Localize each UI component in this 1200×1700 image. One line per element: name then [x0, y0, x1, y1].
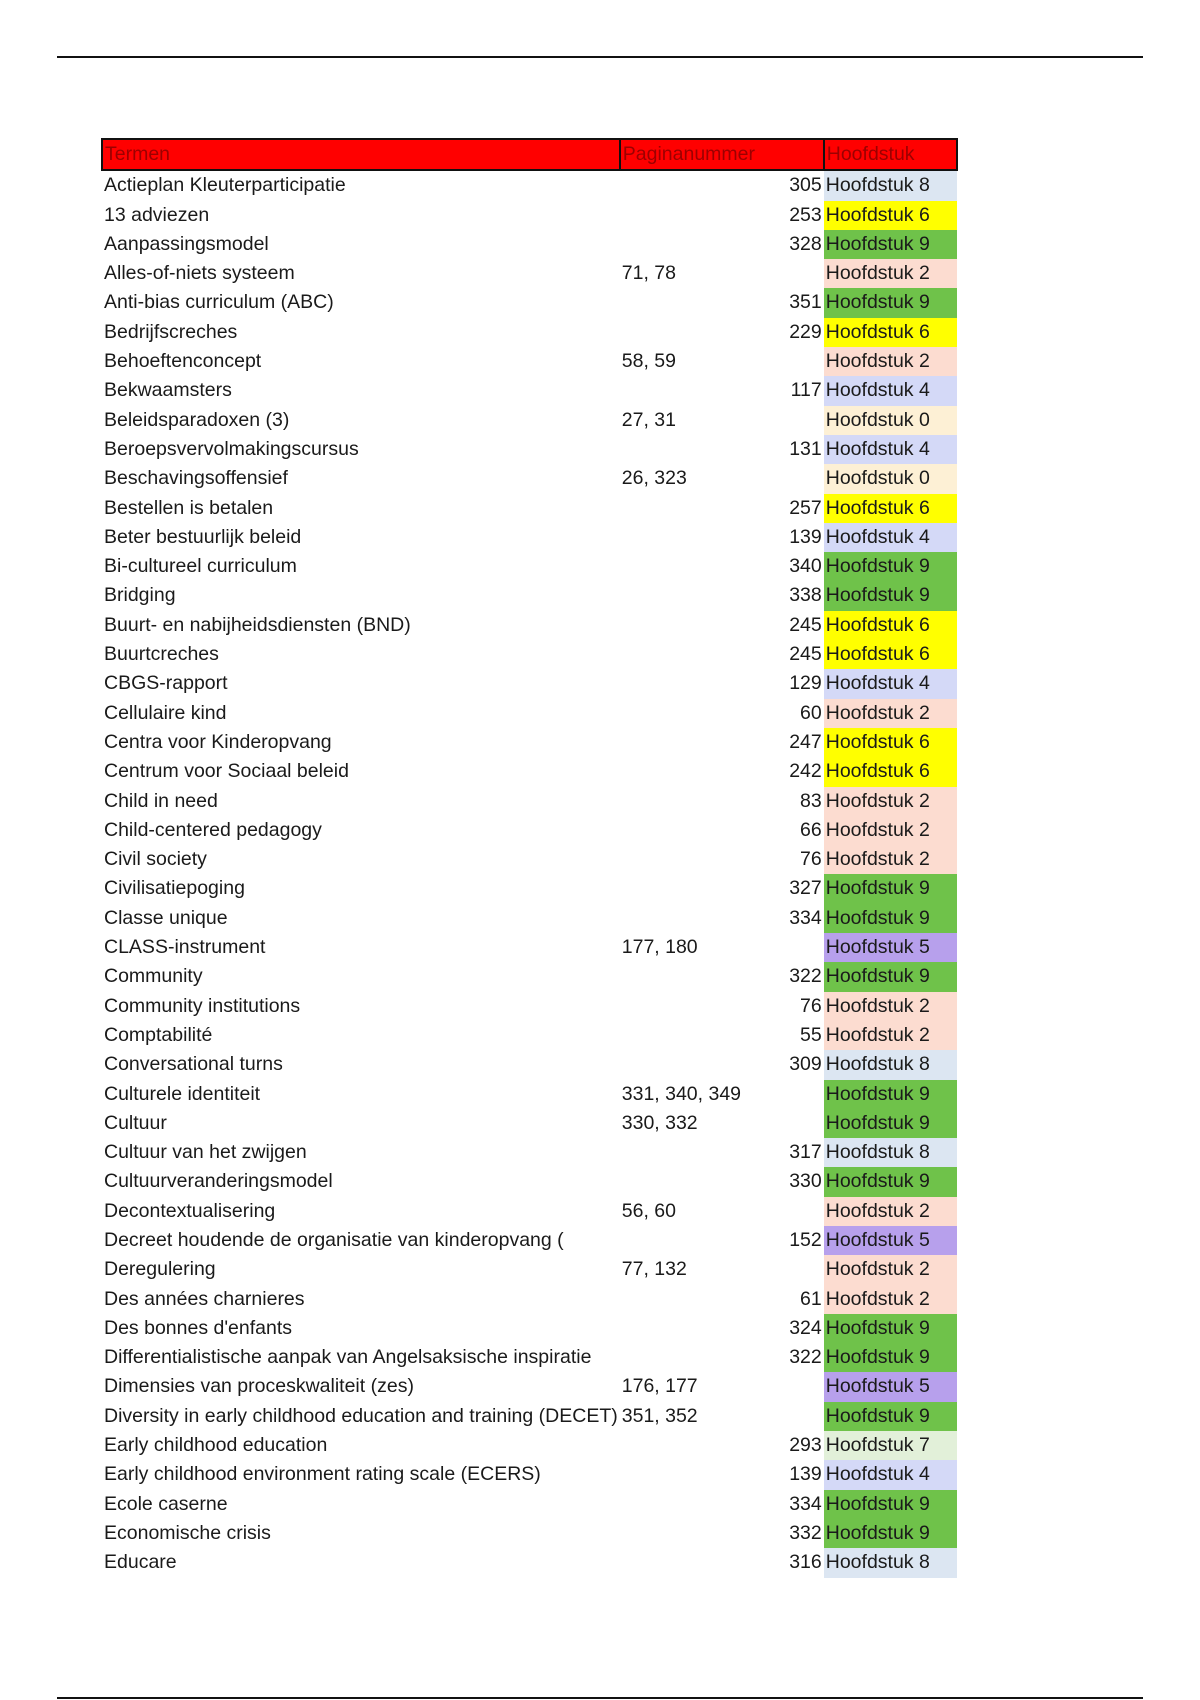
table-row — [102, 259, 957, 288]
chapter-cell[interactable]: Hoofdstuk 2 — [824, 259, 957, 288]
page-cell[interactable]: 139 — [789, 1463, 822, 1486]
table-row — [102, 669, 957, 698]
table-row — [102, 728, 957, 757]
chapter-cell[interactable]: Hoofdstuk 9 — [824, 1167, 957, 1196]
header-page[interactable]: Paginanummer — [620, 139, 824, 170]
chapter-cell[interactable]: Hoofdstuk 6 — [824, 318, 957, 347]
term-cell[interactable]: Beter bestuurlijk beleid — [104, 525, 302, 548]
table-row — [102, 170, 957, 200]
term-cell[interactable]: Conversational turns — [104, 1053, 283, 1076]
page-cell[interactable]: 76 — [800, 994, 822, 1017]
table-row — [102, 1109, 957, 1138]
term-cell[interactable]: Behoeftenconcept — [104, 350, 262, 373]
page-cell[interactable]: 334 — [789, 1492, 822, 1515]
term-cell[interactable]: Deregulering — [104, 1258, 216, 1281]
page-cell[interactable]: 27, 31 — [621, 408, 676, 431]
chapter-cell[interactable]: Hoofdstuk 8 — [824, 1138, 957, 1167]
page-cell[interactable]: 257 — [789, 496, 822, 519]
page-cell[interactable]: 176, 177 — [621, 1375, 698, 1398]
term-cell[interactable]: Centra voor Kinderopvang — [104, 730, 332, 753]
footer-rule — [57, 1697, 1143, 1699]
term-cell[interactable]: Child in need — [104, 789, 218, 812]
chapter-cell[interactable]: Hoofdstuk 2 — [824, 992, 957, 1021]
chapter-cell[interactable]: Hoofdstuk 2 — [824, 347, 957, 376]
term-cell[interactable]: Des bonnes d'enfants — [104, 1316, 293, 1339]
table-row — [102, 933, 957, 962]
page-cell[interactable]: 60 — [800, 701, 822, 724]
page-cell[interactable]: 245 — [789, 643, 822, 666]
chapter-cell[interactable]: Hoofdstuk 8 — [824, 1548, 957, 1577]
table-row — [102, 874, 957, 903]
header-term[interactable]: Termen — [102, 139, 620, 170]
term-cell[interactable]: Anti-bias curriculum (ABC) — [104, 291, 334, 314]
term-cell[interactable]: Early childhood education — [104, 1434, 328, 1457]
table-row — [102, 757, 957, 786]
table-row — [102, 992, 957, 1021]
page-cell[interactable]: 242 — [789, 760, 822, 783]
chapter-cell[interactable]: Hoofdstuk 2 — [824, 787, 957, 816]
term-cell[interactable]: Bridging — [104, 584, 176, 607]
term-cell[interactable]: Differentialistische aanpak van Angelsaksische inspiratie — [104, 1346, 592, 1369]
term-cell[interactable]: Bi-cultureel curriculum — [104, 555, 297, 578]
table-row — [102, 787, 957, 816]
chapter-cell[interactable]: Hoofdstuk 2 — [824, 1255, 957, 1284]
page-cell[interactable]: 317 — [789, 1141, 822, 1164]
page-cell[interactable]: 76 — [800, 848, 822, 871]
term-cell[interactable]: Community institutions — [104, 994, 301, 1017]
term-cell[interactable]: Beschavingsoffensief — [104, 467, 288, 490]
page-cell[interactable]: 55 — [800, 1023, 822, 1046]
table-row — [102, 581, 957, 610]
chapter-cell[interactable]: Hoofdstuk 5 — [824, 1226, 957, 1255]
table-row — [102, 1138, 957, 1167]
page-cell[interactable]: 253 — [789, 203, 822, 226]
page-cell[interactable]: 330, 332 — [621, 1111, 698, 1134]
term-cell[interactable]: 13 adviezen — [104, 203, 210, 226]
term-cell[interactable]: Educare — [104, 1551, 177, 1574]
table-row — [102, 1050, 957, 1079]
chapter-cell[interactable]: Hoofdstuk 6 — [824, 728, 957, 757]
table-row — [102, 406, 957, 435]
page-cell[interactable]: 351 — [789, 291, 822, 314]
chapter-cell[interactable]: Hoofdstuk 9 — [824, 1314, 957, 1343]
term-cell[interactable]: Decreet houdende de organisatie van kinderopvang ( — [104, 1228, 564, 1251]
page-cell[interactable]: 322 — [789, 965, 822, 988]
page-cell[interactable]: 331, 340, 349 — [621, 1082, 742, 1105]
table-row — [102, 962, 957, 991]
chapter-cell[interactable]: Hoofdstuk 0 — [824, 464, 957, 493]
term-cell[interactable]: Alles-of-niets systeem — [104, 262, 295, 285]
term-cell[interactable]: Civilisatiepoging — [104, 877, 245, 900]
term-cell[interactable]: Culturele identiteit — [104, 1082, 261, 1105]
chapter-cell[interactable]: Hoofdstuk 9 — [824, 1080, 957, 1109]
chapter-cell[interactable]: Hoofdstuk 7 — [824, 1431, 957, 1460]
chapter-cell[interactable]: Hoofdstuk 2 — [824, 845, 957, 874]
table-row — [102, 1021, 957, 1050]
term-cell[interactable]: Cultuur van het zwijgen — [104, 1141, 307, 1164]
table-row — [102, 435, 957, 464]
term-cell[interactable]: Beleidsparadoxen (3) — [104, 408, 290, 431]
page-cell[interactable]: 117 — [790, 379, 822, 402]
chapter-cell[interactable]: Hoofdstuk 9 — [824, 581, 957, 610]
table-row — [102, 494, 957, 523]
page-cell[interactable]: 328 — [789, 232, 822, 255]
term-cell[interactable]: Buurt- en nabijheidsdiensten (BND) — [104, 613, 411, 636]
chapter-cell[interactable]: Hoofdstuk 6 — [824, 611, 957, 640]
chapter-cell[interactable]: Hoofdstuk 6 — [824, 640, 957, 669]
term-cell[interactable]: Cultuurveranderingsmodel — [104, 1170, 333, 1193]
page-cell[interactable]: 293 — [789, 1434, 822, 1457]
term-cell[interactable]: Bestellen is betalen — [104, 496, 274, 519]
term-cell[interactable]: CLASS-instrument — [104, 936, 266, 959]
page-cell[interactable]: 340 — [789, 555, 822, 578]
page-cell[interactable]: 322 — [789, 1346, 822, 1369]
page-cell[interactable]: 305 — [789, 174, 822, 197]
chapter-cell[interactable]: Hoofdstuk 2 — [824, 1285, 957, 1314]
chapter-cell[interactable]: Hoofdstuk 9 — [824, 962, 957, 991]
term-cell[interactable]: Cellulaire kind — [104, 701, 227, 724]
table-row — [102, 640, 957, 669]
term-cell[interactable]: Economische crisis — [104, 1521, 271, 1544]
term-cell[interactable]: Buurtcreches — [104, 643, 219, 666]
page-cell[interactable]: 309 — [789, 1053, 822, 1076]
page-cell[interactable]: 330 — [789, 1170, 822, 1193]
table-row — [102, 845, 957, 874]
table-row — [102, 1343, 957, 1372]
table-row — [102, 1197, 957, 1226]
table-row — [102, 523, 957, 552]
term-cell[interactable]: Des années charnieres — [104, 1287, 305, 1310]
term-cell[interactable]: Dimensies van proceskwaliteit (zes) — [104, 1375, 414, 1398]
term-cell[interactable]: Ecole caserne — [104, 1492, 228, 1515]
table-row — [102, 1460, 957, 1489]
table-row — [102, 288, 957, 317]
chapter-cell[interactable]: Hoofdstuk 6 — [824, 494, 957, 523]
page-cell[interactable]: 177, 180 — [621, 936, 698, 959]
page-cell[interactable]: 131 — [789, 437, 822, 460]
term-cell[interactable]: CBGS-rapport — [104, 672, 228, 695]
table-row — [102, 1167, 957, 1196]
chapter-cell[interactable]: Hoofdstuk 4 — [824, 669, 957, 698]
chapter-cell[interactable]: Hoofdstuk 9 — [824, 288, 957, 317]
term-cell[interactable]: Cultuur — [104, 1111, 167, 1134]
table-row — [102, 611, 957, 640]
chapter-cell[interactable]: Hoofdstuk 8 — [824, 170, 957, 200]
term-cell[interactable]: Bedrijfscreches — [104, 320, 238, 343]
table-row — [102, 904, 957, 933]
chapter-cell[interactable]: Hoofdstuk 4 — [824, 435, 957, 464]
table-row — [102, 347, 957, 376]
chapter-cell[interactable]: Hoofdstuk 9 — [824, 552, 957, 581]
table-row — [102, 230, 957, 259]
term-cell[interactable]: Classe unique — [104, 906, 228, 929]
term-cell[interactable]: Bekwaamsters — [104, 379, 232, 402]
table-row — [102, 1226, 957, 1255]
chapter-cell[interactable]: Hoofdstuk 8 — [824, 1050, 957, 1079]
table-row — [102, 318, 957, 347]
page-cell[interactable]: 332 — [789, 1521, 822, 1544]
page-cell[interactable]: 61 — [800, 1287, 822, 1310]
chapter-cell[interactable]: Hoofdstuk 6 — [824, 757, 957, 786]
header-row — [102, 139, 957, 170]
chapter-cell[interactable]: Hoofdstuk 5 — [824, 933, 957, 962]
table-row — [102, 699, 957, 728]
page-cell[interactable]: 26, 323 — [621, 467, 687, 490]
table-row — [102, 1255, 957, 1284]
chapter-cell[interactable]: Hoofdstuk 2 — [824, 1021, 957, 1050]
table-row — [102, 552, 957, 581]
chapter-cell[interactable]: Hoofdstuk 5 — [824, 1372, 957, 1401]
term-cell[interactable]: Actieplan Kleuterparticipatie — [104, 174, 346, 197]
term-cell[interactable]: Child-centered pedagogy — [104, 818, 322, 841]
terms-table — [101, 138, 958, 1578]
table-row — [102, 376, 957, 405]
table-row — [102, 1548, 957, 1577]
page-cell[interactable]: 139 — [789, 525, 822, 548]
header-rule — [57, 56, 1143, 58]
chapter-cell[interactable]: Hoofdstuk 9 — [824, 1490, 957, 1519]
term-cell[interactable]: Comptabilité — [104, 1023, 213, 1046]
chapter-cell[interactable]: Hoofdstuk 2 — [824, 1197, 957, 1226]
header-chapter[interactable]: Hoofdstuk — [824, 139, 957, 170]
term-cell[interactable]: Civil society — [104, 848, 207, 871]
chapter-cell[interactable]: Hoofdstuk 9 — [824, 1109, 957, 1138]
page-cell[interactable]: 83 — [800, 789, 822, 812]
chapter-cell[interactable]: Hoofdstuk 2 — [824, 699, 957, 728]
page-cell[interactable]: 247 — [789, 730, 822, 753]
table-row — [102, 1372, 957, 1401]
table-row — [102, 816, 957, 845]
chapter-cell[interactable]: Hoofdstuk 0 — [824, 406, 957, 435]
page-cell[interactable]: 58, 59 — [621, 350, 676, 373]
table-row — [102, 1431, 957, 1460]
chapter-cell[interactable]: Hoofdstuk 4 — [824, 376, 957, 405]
page-cell[interactable]: 56, 60 — [621, 1199, 676, 1222]
page-cell[interactable]: 129 — [789, 672, 822, 695]
term-cell[interactable]: Diversity in early childhood education and training (DECET) — [104, 1404, 618, 1427]
chapter-cell[interactable]: Hoofdstuk 9 — [824, 904, 957, 933]
table-row — [102, 1080, 957, 1109]
page-cell[interactable]: 324 — [789, 1316, 822, 1339]
page-cell[interactable]: 152 — [789, 1228, 822, 1251]
page-cell[interactable]: 71, 78 — [621, 262, 676, 285]
page-cell[interactable]: 338 — [789, 584, 822, 607]
term-cell[interactable]: Beroepsvervolmakingscursus — [104, 437, 359, 460]
table-row — [102, 201, 957, 230]
page-cell[interactable]: 316 — [789, 1551, 822, 1574]
table-row — [102, 1490, 957, 1519]
chapter-cell[interactable]: Hoofdstuk 4 — [824, 1460, 957, 1489]
page-cell[interactable]: 66 — [800, 818, 822, 841]
chapter-cell[interactable]: Hoofdstuk 9 — [824, 874, 957, 903]
chapter-cell[interactable]: Hoofdstuk 9 — [824, 1519, 957, 1548]
page-cell[interactable]: 77, 132 — [621, 1258, 687, 1281]
chapter-cell[interactable]: Hoofdstuk 9 — [824, 230, 957, 259]
term-cell[interactable]: Decontextualisering — [104, 1199, 276, 1222]
table-row — [102, 1402, 957, 1431]
page-cell[interactable]: 351, 352 — [621, 1404, 698, 1427]
chapter-cell[interactable]: Hoofdstuk 2 — [824, 816, 957, 845]
term-cell[interactable]: Aanpassingsmodel — [104, 232, 269, 255]
table-row — [102, 1285, 957, 1314]
term-cell[interactable]: Community — [104, 965, 203, 988]
term-cell[interactable]: Centrum voor Sociaal beleid — [104, 760, 349, 783]
chapter-cell[interactable]: Hoofdstuk 4 — [824, 523, 957, 552]
term-cell[interactable]: Early childhood environment rating scale (ECERS) — [104, 1463, 541, 1486]
table-row — [102, 1519, 957, 1548]
page-cell[interactable]: 245 — [789, 613, 822, 636]
table-row — [102, 464, 957, 493]
chapter-cell[interactable]: Hoofdstuk 9 — [824, 1343, 957, 1372]
chapter-cell[interactable]: Hoofdstuk 9 — [824, 1402, 957, 1431]
page-cell[interactable]: 334 — [789, 906, 822, 929]
table-row — [102, 1314, 957, 1343]
page-cell[interactable]: 327 — [789, 877, 822, 900]
page-cell[interactable]: 229 — [789, 320, 822, 343]
chapter-cell[interactable]: Hoofdstuk 6 — [824, 201, 957, 230]
